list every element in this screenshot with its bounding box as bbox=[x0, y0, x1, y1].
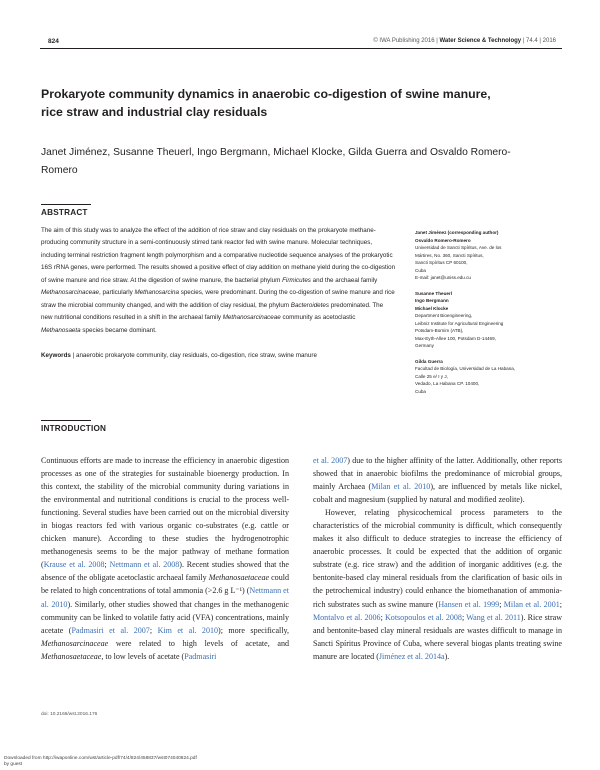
intro-paragraph-2 bbox=[313, 506, 562, 663]
text-run: ); more specifically, bbox=[218, 625, 290, 635]
italic-term: Methanosaetaceae bbox=[41, 651, 102, 661]
italic-term: Methanosaetaceae bbox=[208, 573, 270, 583]
text-run: ) due to the higher affinity of the latter. Additionally, other reports showed that in anaerobic biofilms the predominance of microbial groups, mainly Archaea ( bbox=[313, 456, 562, 492]
affiliation-author: Osvaldo Romero-Romero bbox=[415, 237, 471, 243]
text-run: , to low levels of acetate ( bbox=[101, 651, 185, 661]
affiliation-block bbox=[415, 290, 565, 350]
year: 2016 bbox=[542, 38, 556, 44]
text-run: ; bbox=[559, 599, 562, 609]
article-title: Prokaryote community dynamics in anaerobic co-digestion of swine manure, rice straw and industrial clay residuals bbox=[41, 87, 491, 119]
text-run: ), are influenced by metals like nickel, cobalt and magnesium (supplied by natural and modified zeolite). bbox=[313, 482, 562, 505]
affiliation-line: Department Bioengineering, bbox=[415, 313, 473, 318]
text-run: ; bbox=[499, 599, 504, 609]
text-run: ). Rice straw and bentonite-based clay mineral residuals are wastes difficult to manage in Sancti Spíritus Province of Cuba, where several biogas plants treating swine manure are located ( bbox=[313, 612, 563, 661]
affiliation-line: Cuba bbox=[415, 267, 426, 273]
intro-paragraph-1 bbox=[41, 454, 289, 663]
abstract-rule bbox=[41, 204, 91, 205]
affiliation-line: Max-Eyth-Allee 100, Potsdam D-14469, bbox=[415, 335, 496, 341]
intro-column-left bbox=[41, 454, 289, 663]
page-number: 824 bbox=[48, 38, 59, 45]
affiliation-block bbox=[415, 229, 565, 282]
citation-link[interactable]: Padmasiri bbox=[184, 651, 217, 661]
affiliation-author: Gilda Guerra bbox=[415, 358, 443, 364]
text-run: could be related to high concentrations of total ammonia (>2.6 g L⁻¹) ( bbox=[41, 573, 289, 596]
doi: doi: 10.2166/wst.2016.176 bbox=[41, 712, 98, 717]
citation-link[interactable]: Krause et al. 2008 bbox=[43, 560, 105, 570]
intro-paragraph-1-cont bbox=[313, 454, 562, 506]
affiliations-sidebar bbox=[415, 229, 565, 403]
journal-name: Water Science & Technology bbox=[439, 38, 522, 44]
affiliation-line: Sancti Spíritus CP 60100, bbox=[415, 260, 468, 265]
italic-term: Methanosarcinaceae bbox=[41, 638, 109, 648]
intro-rule bbox=[41, 420, 91, 421]
citation-link[interactable]: Kim et al. 2010 bbox=[157, 625, 219, 635]
affiliation-line: Germany bbox=[415, 343, 434, 348]
text-run: ; bbox=[461, 612, 467, 622]
affiliation-author: Susanne Theuerl bbox=[415, 290, 453, 296]
text-run: were related to high levels of acetate, and bbox=[108, 638, 289, 648]
abstract-body: The aim of this study was to analyze the effect of the addition of rice straw and clay residuals on the prokaryote methane-producing community structure in a semi-continuously stirred tank reactor fed with swine manure. Molecular techniques, including terminal restriction fragment length polymorphism and a comparative nucleotide sequence analyses of the prokaryotic 16S rRNA genes, were performed. The results showed a positive effect of clay addition on methane yield during the co-digestion of swine manure and rice straw. At the digestion of swine manure, the bacterial phylum Firmicutes and the archaeal family Methanosarcinaceae, particularly Methanosarcina species, were predominant. During the co-digestion of swine manure and rice straw the microbial community changed, and with the addition of clay residual, the phylum Bacteroidetes predominated. The new nutritional conditions resulted in a shift in the archaeal family Methanosarcinaceae community as acetoclastic Methanosaeta species became dominant. bbox=[41, 227, 396, 334]
affiliation-block bbox=[415, 358, 565, 396]
text-run: ; bbox=[380, 612, 385, 622]
affiliation-line: Calle 25 e/ I y J, bbox=[415, 373, 448, 379]
text-run: ). bbox=[444, 651, 450, 661]
citation-link[interactable]: Padmasiri et al. 2007 bbox=[71, 625, 150, 635]
citation-link[interactable]: Nettmann et al. 2008 bbox=[109, 560, 180, 570]
affiliation-line: Leibniz Institute for Agricultural Engineering bbox=[415, 320, 504, 326]
affiliation-line: Universidad de Sancti Spíritus, Ave. de los bbox=[415, 245, 502, 250]
author-list: Janet Jiménez, Susanne Theuerl, Ingo Bergmann, Michael Klocke, Gilda Guerra and Osvaldo Romero-Romero bbox=[41, 147, 511, 176]
affiliation-author: Michael Klocke bbox=[415, 305, 449, 311]
header-rule bbox=[40, 48, 562, 49]
citation-link[interactable]: Milan et al. 2010 bbox=[371, 482, 431, 492]
text-run: ; bbox=[149, 625, 158, 635]
text-run: However, relating physicochemical process parameters to the characteristics of the microbial community is difficult, which consequently makes it also difficult to deduce strategies to increase the efficiency of anaerobic processes. It could be expected that the addition of organic substrate (e.g. rice straw) and the addition of inorganic additives (e.g. the bentonite-based clay mineral residuals from the clarification of basic oils in the petrochemical industry) could enhance the biomethanation of ammonia-rich substrates such as swine manure ( bbox=[313, 508, 562, 609]
text-run: ; bbox=[104, 560, 110, 570]
affiliation-line: Facultad de Biología, Universidad de La Habana, bbox=[415, 366, 516, 371]
affiliation-line: Potsdam-Bornim (ATB), bbox=[415, 328, 464, 333]
publisher: © IWA Publishing 2016 bbox=[373, 38, 435, 44]
affiliation-line: E-mail: janet@uniss.edu.cu bbox=[415, 275, 471, 280]
journal-citation: © IWA Publishing 2016 | Water Science & Technology | 74.4 | 2016 bbox=[373, 38, 556, 44]
text-run: Continuous efforts are made to increase the efficiency in anaerobic digestion processes as one of the strategies for sustainable bioenergy production. In this context, the stability of the microbial community during variations in the environmental and nutritional conditions is crucial to the process well-functioning. Several studies have been carried out on the microbial diversity in biogas reactors fed with various organic co-substrates (e.g. cattle or chicken manure). According to these studies the hydrogenotrophic methanogenesis seems to be the major pathway of methane formation ( bbox=[41, 456, 289, 570]
keywords: Keywords | anaerobic prokaryote community, clay residuals, co-digestion, rice straw, swine manure bbox=[41, 352, 317, 359]
download-notice: Downloaded from http://iwaponline.com/wst/article-pdf/74/4/824/458837/wst074040824.pdf by guest bbox=[4, 756, 197, 767]
citation-link[interactable]: Jiménez et al. 2014a bbox=[378, 651, 445, 661]
affiliation-line: Vedado, La Habana CP. 10400, bbox=[415, 381, 480, 386]
affiliation-line: Cuba bbox=[415, 388, 426, 394]
citation-link[interactable]: Montalvo et al. 2006 bbox=[313, 612, 381, 622]
citation-link[interactable]: Kotsopoulos et al. 2008 bbox=[384, 612, 462, 622]
abstract-heading: ABSTRACT bbox=[41, 208, 88, 217]
affiliation-line: Mártires, No. 360, Sancti Spíritus, bbox=[415, 252, 484, 258]
intro-column-right bbox=[313, 454, 562, 663]
keywords-text: anaerobic prokaryote community, clay residuals, co-digestion, rice straw, swine manure bbox=[75, 352, 317, 359]
introduction-heading: INTRODUCTION bbox=[41, 424, 107, 433]
citation-link[interactable]: Wang et al. 2011 bbox=[466, 612, 521, 622]
citation-link[interactable]: Milan et al. 2001 bbox=[503, 599, 560, 609]
citation-link[interactable]: Hansen et al. 1999 bbox=[438, 599, 500, 609]
citation-link[interactable]: Nettmann et al. 2010 bbox=[41, 586, 289, 609]
citation-link[interactable]: et al. 2007 bbox=[313, 456, 348, 465]
volume-issue: 74.4 bbox=[526, 38, 538, 44]
text-run: ). Similarly, other studies showed that changes in the methanogenic community can be linked to volatile fatty acid (VFA) concentrations, mainly acetate ( bbox=[41, 599, 289, 635]
affiliation-author: Ingo Bergmann bbox=[415, 298, 449, 303]
keywords-label: Keywords bbox=[41, 352, 71, 359]
text-run: ). Recent studies showed that the absence of the obligate acetoclastic archaeal family bbox=[41, 560, 290, 583]
affiliation-author: Janet Jiménez (corresponding author) bbox=[415, 230, 499, 235]
